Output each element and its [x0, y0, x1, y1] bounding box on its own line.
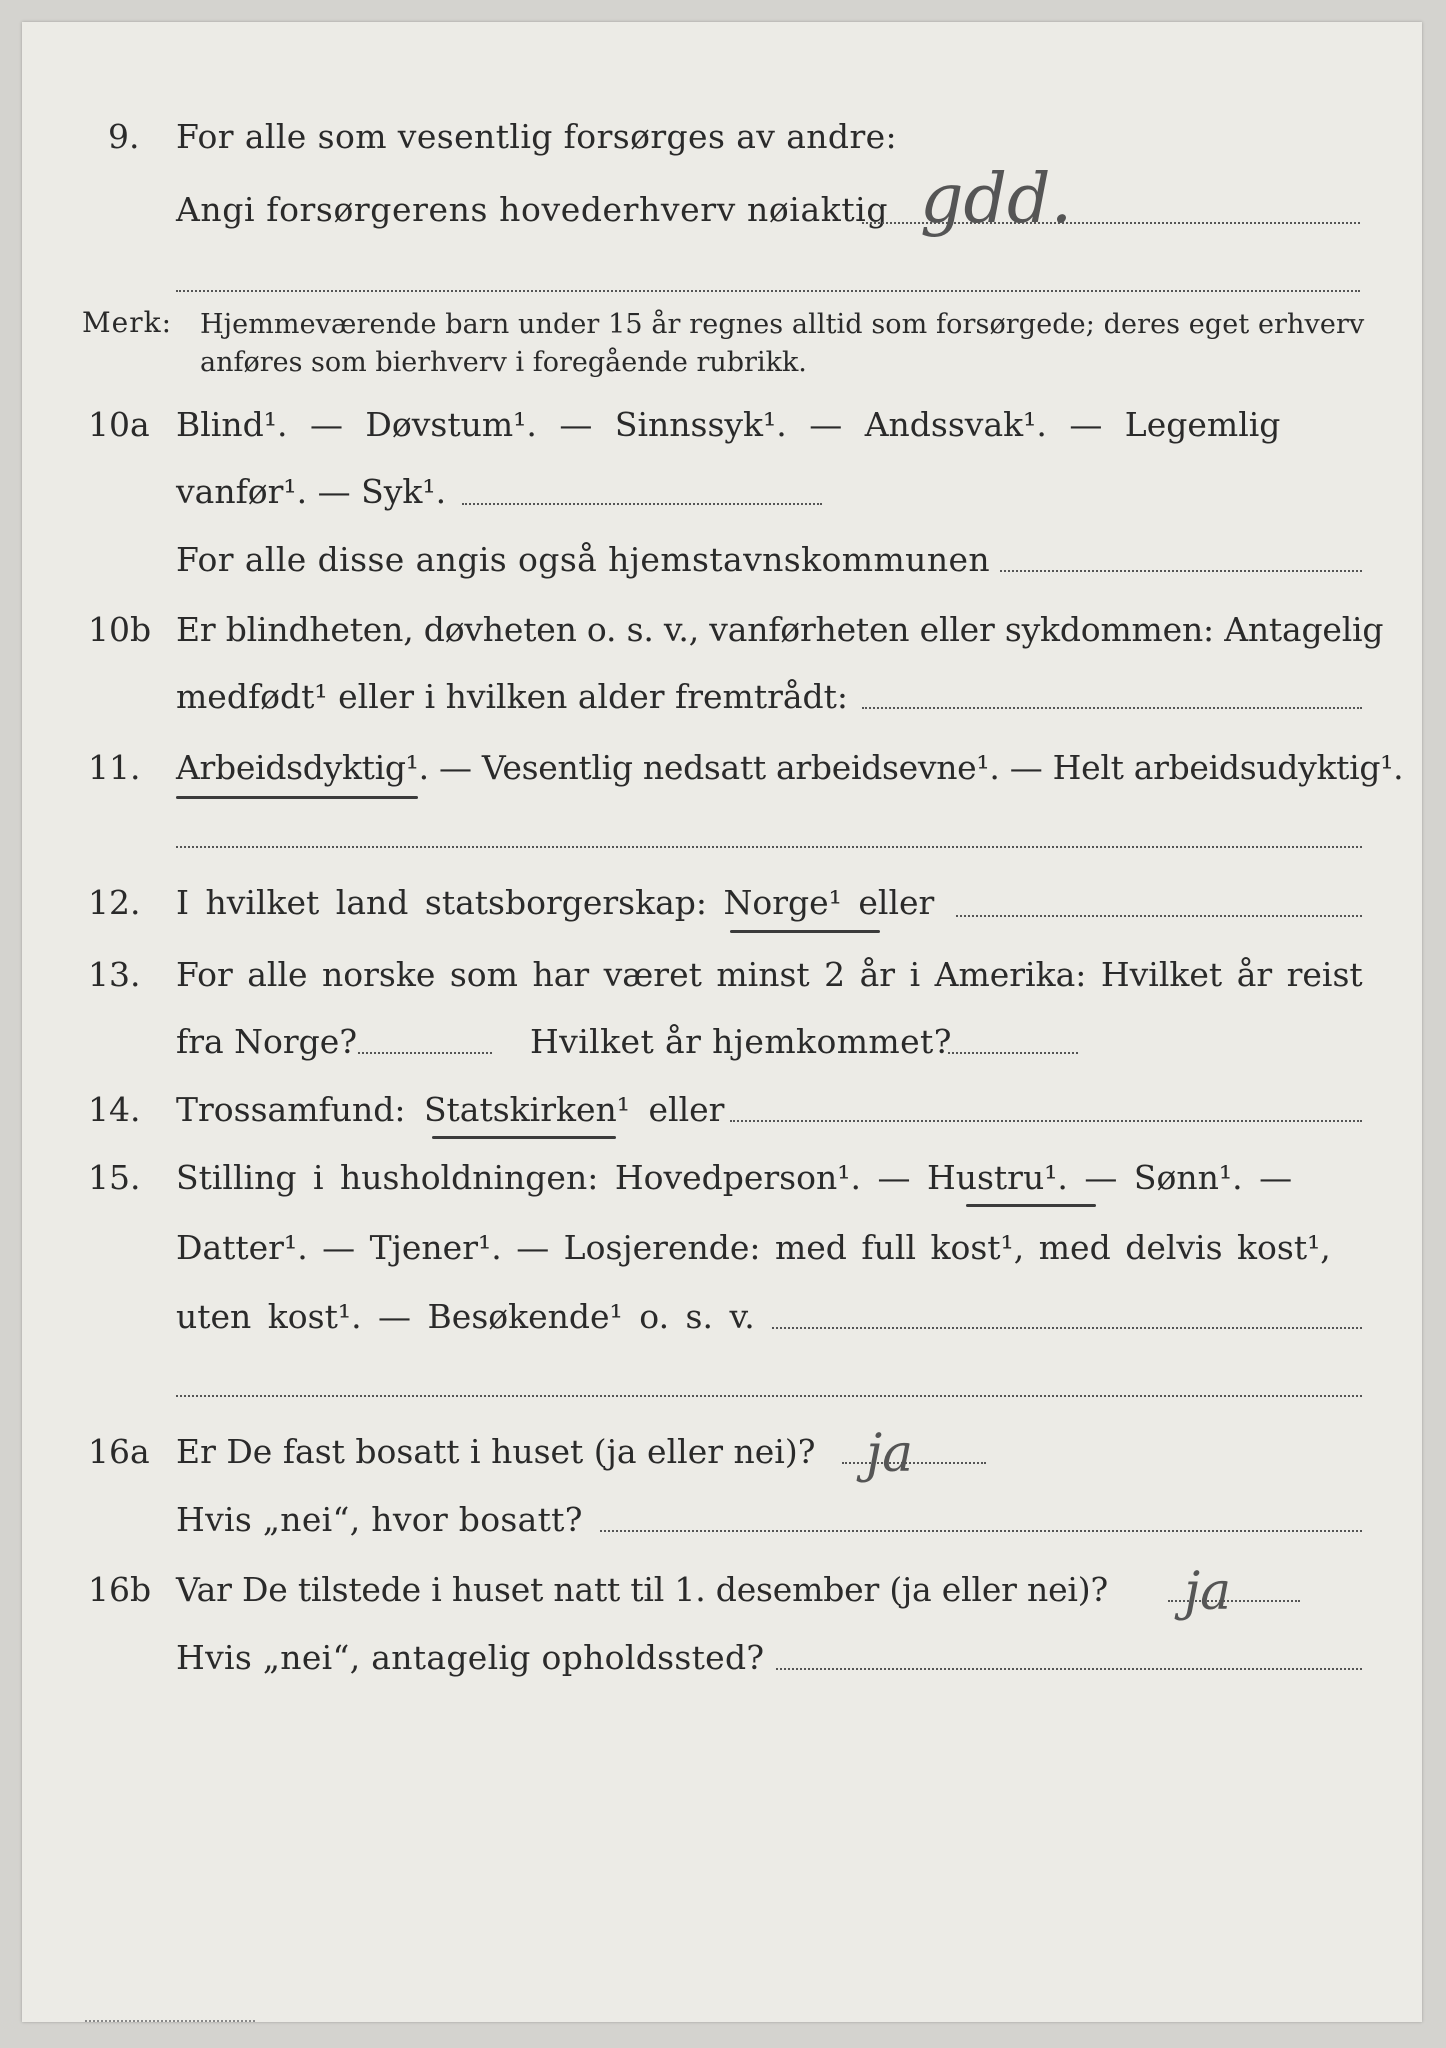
note-text: anføres som bierhverv i foregående rubrikk.: [200, 347, 807, 378]
question-number: 10a: [88, 405, 150, 444]
question-text: fra Norge?: [176, 1022, 358, 1061]
handwritten-answer: gdd.: [920, 160, 1073, 239]
handwritten-underline: [176, 796, 418, 799]
question-text: For alle norske som har været minst 2 år i Amerika: Hvilket år reist: [176, 955, 1363, 994]
question-text: medfødt¹ eller i hvilken alder fremtrådt:: [176, 677, 849, 716]
answer-line[interactable]: [358, 1052, 492, 1054]
question-number: 12.: [88, 883, 141, 922]
question-number: 16a: [88, 1432, 150, 1471]
handwritten-answer: ja: [866, 1424, 914, 1484]
answer-line[interactable]: [176, 1395, 1362, 1397]
question-text: Hvilket år hjemkommet?: [530, 1022, 952, 1061]
question-text: vanfør¹. — Syk¹.: [176, 472, 447, 511]
answer-line[interactable]: [862, 707, 1362, 709]
note-label: Merk:: [82, 306, 173, 339]
question-number: 9.: [108, 117, 140, 156]
question-text: Blind¹. — Døvstum¹. — Sinnssyk¹. — Andssvak¹. — Legemlig: [176, 405, 1281, 444]
question-text: uten kost¹. — Besøkende¹ o. s. v.: [176, 1297, 755, 1336]
handwritten-underline: [432, 1136, 616, 1139]
answer-line[interactable]: [1168, 1600, 1300, 1602]
question-text: For alle disse angis også hjemstavnskommunen: [176, 540, 991, 579]
question-number: 15.: [88, 1158, 141, 1197]
answer-line[interactable]: [772, 1327, 1362, 1329]
note-text: Hjemmeværende barn under 15 år regnes alltid som forsørgede; deres eget erhverv: [200, 309, 1365, 340]
answer-line[interactable]: [956, 915, 1362, 917]
answer-line[interactable]: [730, 1120, 1362, 1122]
question-number: 11.: [88, 748, 141, 787]
question-number: 14.: [88, 1090, 141, 1129]
answer-line[interactable]: [776, 1668, 1362, 1670]
question-text: I hvilket land statsborgerskap: Norge¹ eller: [176, 883, 935, 922]
question-number: 16b: [88, 1570, 152, 1609]
handwritten-underline: [730, 930, 880, 933]
question-text: Trossamfund: Statskirken¹ eller: [176, 1090, 725, 1129]
question-number: 10b: [88, 610, 152, 649]
answer-line[interactable]: [176, 290, 1360, 292]
answer-line[interactable]: [842, 1462, 986, 1464]
question-text: Angi forsørgerens hovederhverv nøiaktig: [176, 190, 889, 229]
question-text: Hvis „nei“, antagelig opholdssted?: [176, 1638, 765, 1677]
question-text: Datter¹. — Tjener¹. — Losjerende: med full kost¹, med delvis kost¹,: [176, 1228, 1331, 1267]
answer-line[interactable]: [176, 846, 1362, 848]
answer-line[interactable]: [1000, 570, 1362, 572]
question-number: 13.: [88, 955, 141, 994]
question-text: Arbeidsdyktig¹. — Vesentlig nedsatt arbeidsevne¹. — Helt arbeidsudyktig¹.: [176, 748, 1404, 787]
answer-line[interactable]: [462, 503, 822, 505]
handwritten-underline: [966, 1204, 1096, 1207]
handwritten-answer: ja: [1184, 1562, 1232, 1622]
question-text: Var De tilstede i huset natt til 1. desember (ja eller nei)?: [176, 1570, 1108, 1609]
answer-line[interactable]: [948, 1052, 1078, 1054]
question-text: Hvis „nei“, hvor bosatt?: [176, 1500, 583, 1539]
question-text: For alle som vesentlig forsørges av andre:: [176, 117, 898, 156]
answer-line[interactable]: [600, 1530, 1362, 1532]
question-text: Er blindheten, døvheten o. s. v., vanførheten eller sykdommen: Antagelig: [176, 610, 1384, 649]
footer-mark: [85, 2020, 255, 2022]
question-text: Er De fast bosatt i huset (ja eller nei)?: [176, 1432, 816, 1471]
question-text: Stilling i husholdningen: Hovedperson¹. — Hustru¹. — Sønn¹. —: [176, 1158, 1293, 1197]
